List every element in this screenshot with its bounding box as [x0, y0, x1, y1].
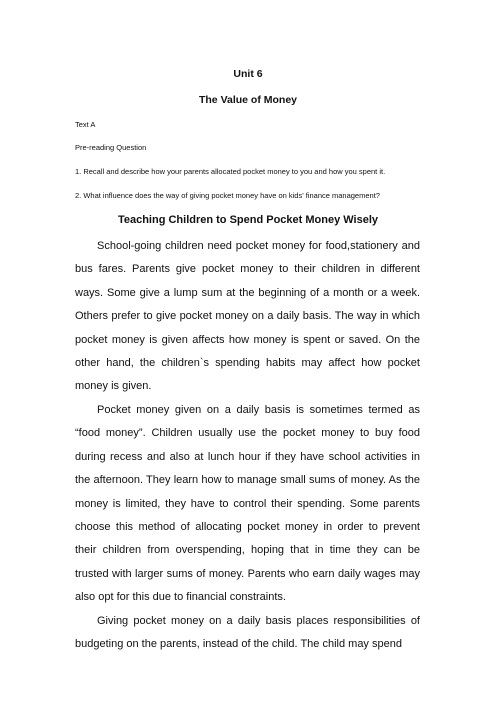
question-2: 2. What influence does the way of giving pocket money have on kids' finance management? — [75, 191, 380, 200]
section-label: Text A — [75, 120, 96, 129]
paragraph-1: School-going children need pocket money for food,stationery and bus fares. Parents give pocket money to their children in different ways. Some give a lump sum at the beginning of a month or a week. Others prefer to give pocket money on a daily basis. The way in which pocket money is given affects how money is spent or saved. On the other hand, the children`s spending habits may affect how pocket money is given. — [75, 240, 420, 393]
unit-number: Unit 6 — [233, 68, 263, 80]
paragraph-3: Giving pocket money on a daily basis places responsibilities of budgeting on the parents, instead of the child. The child may spend — [75, 615, 420, 651]
article-heading: Teaching Children to Spend Pocket Money Wisely — [117, 214, 379, 226]
question-1: 1. Recall and describe how your parents allocated pocket money to you and how you spent it. — [75, 167, 386, 176]
chapter-title: The Value of Money — [198, 94, 298, 106]
paragraph-2: Pocket money given on a daily basis is sometimes termed as “food money”. Children usually use the pocket money to buy food during recess and also at lunch hour if they have school activities in the afternoon. They learn how to manage small sums of money. As the money is limited, they have to control their spending. Some parents choose this method of allocating pocket money in order to prevent their children from overspending, hoping that in time they can be trusted with larger sums of money. Parents who earn daily wages may also opt for this due to financial constraints. — [75, 404, 420, 604]
pre-reading-label: Pre-reading Question — [75, 143, 147, 152]
